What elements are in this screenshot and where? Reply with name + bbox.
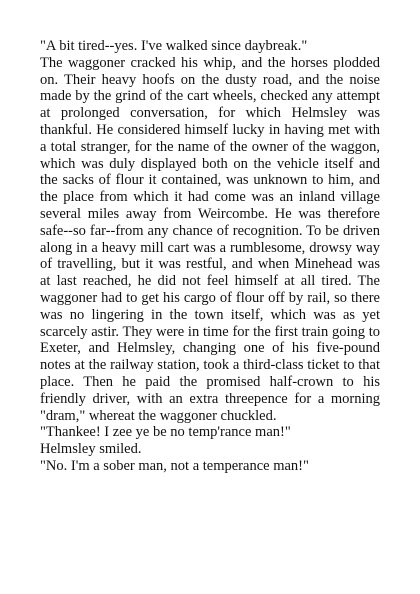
paragraph-2: The waggoner cracked his whip, and the horses plodded on. Their heavy hoofs on the dusty road, and the noise made by the grind of the cart wheels, checked any attempt at prolonged conversation, for which Helmsley was thankful. He considered himself lucky in having met with a total stranger, for the name of the owner of the waggon, which was duly displayed both on the vehicle itself and the sacks of flour it contained, was unknown to him, and the place from which it had come was an inland village several miles away from Weircombe. He was therefore safe--so far--from any chance of recognition. To be driven along in a heavy mill cart was a rumblesome, drowsy way of travelling, but it was restful, and when Minehead was at last reached, he did not feel himself at all tired. The waggoner had to get his cargo of flour off by rail, so there was no lingering in the town itself, which was as yet scarcely astir. They were in time for the first train going to Exeter, and Helmsley, changing one of his five-pound notes at the railway station, took a third-class ticket to that place. Then he paid the promised half-crown to his friendly driver, with an extra threepence for a morning "dram," whereat the waggoner chuckled. <box>40 54 380 424</box>
paragraph-1: "A bit tired--yes. I've walked since daybreak." <box>40 38 308 54</box>
paragraph-5: "No. I'm a sober man, not a temperance man!" <box>40 457 309 474</box>
paragraph-4: Helmsley smiled. <box>40 441 142 458</box>
paragraph-3: "Thankee! I zee ye be no temp'rance man!" <box>40 424 291 441</box>
